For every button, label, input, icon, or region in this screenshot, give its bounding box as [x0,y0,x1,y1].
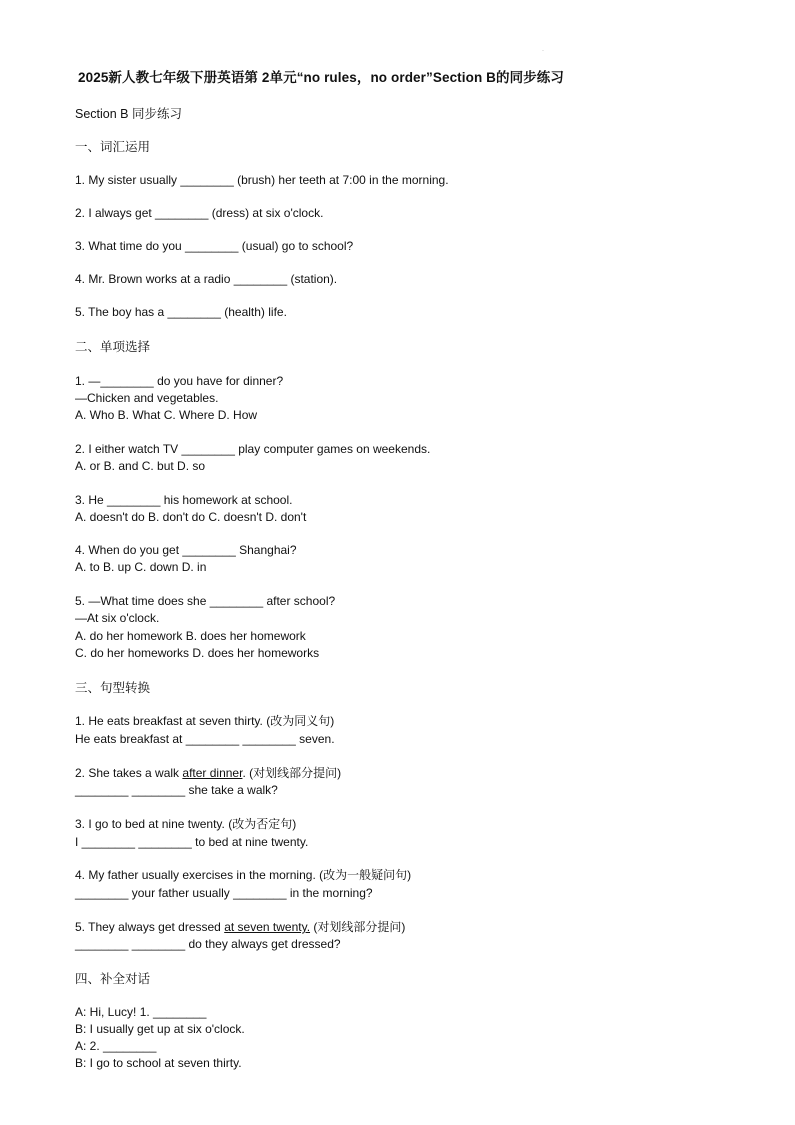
answer-line: —Chicken and vegetables. [75,391,219,405]
options-line: C. do her homeworks D. does her homeworks [75,646,320,660]
dialogue-line: A: Hi, Lucy! 1. ________ [75,1005,207,1019]
section-heading-sentence-transform: 三、句型转换 [75,680,151,695]
answer-line: ________ your father usually ________ in the morning? [75,886,373,900]
options-line: A. Who B. What C. Where D. How [75,408,258,422]
answer-line: —At six o'clock. [75,611,160,625]
dialogue-line: A: 2. ________ [75,1039,157,1053]
answer-line: ________ ________ she take a walk? [75,783,278,797]
question-line: 4. Mr. Brown works at a radio ________ (station). [75,272,338,286]
section-heading-dialogue: 四、补全对话 [75,971,151,986]
question-line: 3. What time do you ________ (usual) go to school? [75,239,354,253]
question-line: 1. —________ do you have for dinner? [75,374,284,388]
question-line: 4. My father usually exercises in the morning. (改为一般疑问句) [75,868,412,882]
options-line: A. do her homework B. does her homework [75,629,306,643]
question-line: 5. The boy has a ________ (health) life. [75,305,287,319]
question-line: 2. I either watch TV ________ play computer games on weekends. [75,442,431,456]
answer-line: He eats breakfast at ________ ________ seven. [75,732,335,746]
dialogue-line: B: I usually get up at six o'clock. [75,1022,245,1036]
section-heading-vocabulary: 一、词汇运用 [75,139,151,154]
options-line: A. to B. up C. down D. in [75,560,207,574]
question-text: 2. She takes a walk [75,766,183,780]
question-line: 3. He ________ his homework at school. [75,493,293,507]
question-line: 5. —What time does she ________ after school? [75,594,336,608]
underlined-phrase: at seven twenty. [224,920,311,934]
question-line [75,765,341,782]
options-line: A. or B. and C. but D. so [75,459,206,473]
question-line: 2. I always get ________ (dress) at six o'clock. [75,206,324,220]
question-line [75,919,405,936]
section-heading-multiple-choice: 二、单项选择 [75,339,151,354]
answer-line: I ________ ________ to bed at nine twenty. [75,835,309,849]
document-title: 2025新人教七年级下册英语第 2单元“no rules，no order”Section B的同步练习 [78,70,565,85]
answer-line: ________ ________ do they always get dressed? [75,937,341,951]
question-line: 3. I go to bed at nine twenty. (改为否定句) [75,817,297,831]
page-mark: · [542,48,544,54]
question-line: 1. My sister usually ________ (brush) her teeth at 7:00 in the morning. [75,173,449,187]
underlined-phrase: after dinner [182,766,243,780]
question-line: 4. When do you get ________ Shanghai? [75,543,297,557]
dialogue-line: B: I go to school at seven thirty. [75,1056,242,1070]
question-text: . (对划线部分提问) [242,766,342,780]
question-text: (对划线部分提问) [310,920,406,934]
question-line: 1. He eats breakfast at seven thirty. (改为同义句) [75,714,335,728]
question-text: 5. They always get dressed [75,920,225,934]
document-subtitle: Section B 同步练习 [75,107,182,121]
options-line: A. doesn't do B. don't do C. doesn't D. don't [75,510,307,524]
